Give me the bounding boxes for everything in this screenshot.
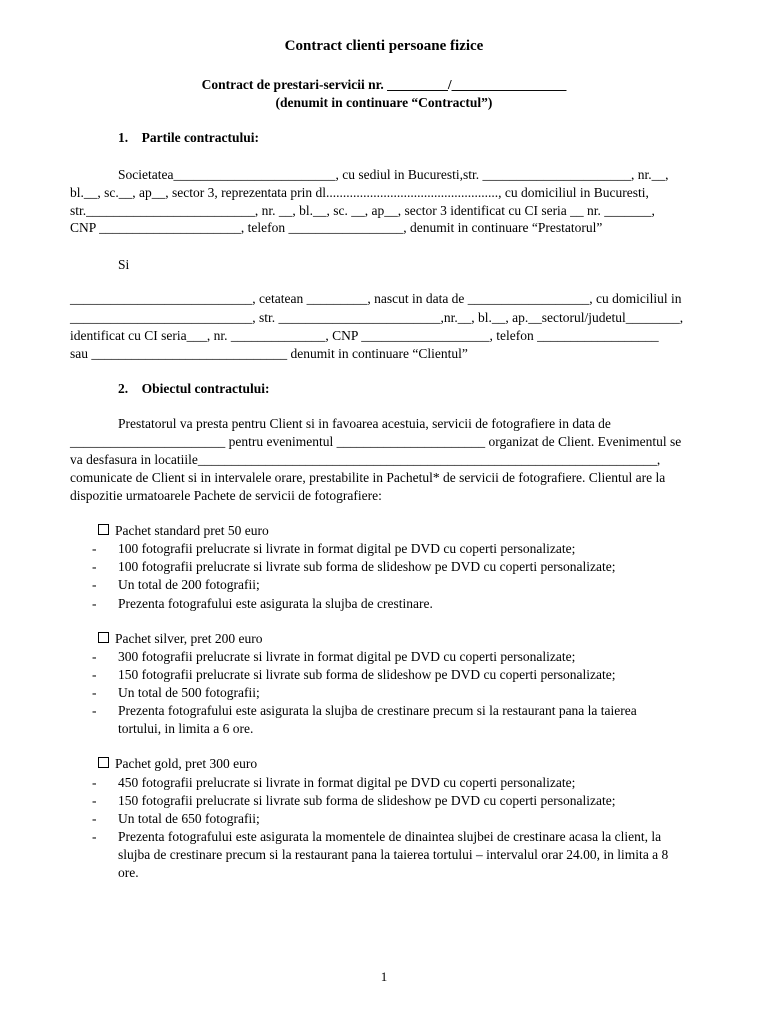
contract-number-line: Contract de prestari-servicii nr. _________/_________________ <box>201 77 567 92</box>
si-conjunction: Si <box>118 257 130 272</box>
dash-bullet: - <box>92 703 97 718</box>
dash-bullet: - <box>92 596 97 611</box>
dash-bullet: - <box>92 577 97 592</box>
package-item: Prezenta fotografului este asigurata la slujba de crestinare precum si la restaurant pana la taierea <box>118 703 637 718</box>
package-item: 150 fotografii prelucrate si livrate sub forma de slideshow pe DVD cu coperti personalizate; <box>118 793 616 808</box>
document-title: Contract clienti persoane fizice <box>284 38 484 54</box>
package-item: 100 fotografii prelucrate si livrate in format digital pe DVD cu coperti personalizate; <box>118 541 576 556</box>
dash-bullet: - <box>92 541 97 556</box>
party1-line: bl.__, sc.__, ap__, sector 3, reprezentata prin dl..................................................., cu domiciliul in Bucuresti, <box>70 185 649 200</box>
package-item: 100 fotografii prelucrate si livrate sub forma de slideshow pe DVD cu coperti personalizate; <box>118 559 616 574</box>
checkbox-icon[interactable] <box>98 524 109 535</box>
dash-bullet: - <box>92 829 97 844</box>
package-silver-option[interactable] <box>98 631 263 647</box>
dash-bullet: - <box>92 559 97 574</box>
package-item: Prezenta fotografului este asigurata la momentele de dinaintea slujbei de crestinare acasa la client, la <box>118 829 662 844</box>
package-item-continued: ore. <box>118 865 139 880</box>
party1-line: str._________________________, nr. __, bl.__, sc. __, ap__, sector 3 identificat cu CI seria __ nr. _______, <box>70 203 655 218</box>
checkbox-icon[interactable] <box>98 632 109 643</box>
party2-line: ___________________________, str. ________________________,nr.__, bl.__, ap.__sectorul/judetul________, <box>70 310 684 325</box>
section-heading-parties: 1. Partile contractului: <box>118 130 259 145</box>
dash-bullet: - <box>92 649 97 664</box>
package-item: 300 fotografii prelucrate si livrate in format digital pe DVD cu coperti personalizate; <box>118 649 576 664</box>
dash-bullet: - <box>92 775 97 790</box>
package-item: 150 fotografii prelucrate si livrate sub forma de slideshow pe DVD cu coperti personalizate; <box>118 667 616 682</box>
object-line: _______________________ pentru evenimentul ______________________ organizat de Client. Evenimentul se <box>70 434 682 449</box>
party2-line: identificat cu CI seria___, nr. ______________, CNP ___________________, telefon __________________ <box>70 328 659 343</box>
package-item: Prezenta fotografului este asigurata la slujba de crestinare. <box>118 596 433 611</box>
object-line: comunicate de Client si in intervalele orare, prestabilite in Pachetul* de servicii de fotografiere. Clientul are la <box>70 470 666 485</box>
party1-line: Societatea________________________, cu sediul in Bucuresti,str. ______________________, nr.__, <box>118 167 669 182</box>
dash-bullet: - <box>92 793 97 808</box>
section-heading-object: 2. Obiectul contractului: <box>118 381 270 396</box>
dash-bullet: - <box>92 811 97 826</box>
object-line: Prestatorul va presta pentru Client si in favoarea acestuia, servicii de fotografiere in data de <box>118 416 611 431</box>
party2-line: ___________________________, cetatean _________, nascut in data de __________________, cu domiciliul in <box>70 291 682 306</box>
package-item: 450 fotografii prelucrate si livrate in format digital pe DVD cu coperti personalizate; <box>118 775 576 790</box>
package-title: Pachet standard pret 50 euro <box>115 523 269 538</box>
package-item: Un total de 200 fotografii; <box>118 577 260 592</box>
package-item-continued: slujba de crestinare precum si la restaurant pana la taierea tortului – intervalul orar 24.00, in limita a 8 <box>118 847 669 862</box>
package-standard-option[interactable] <box>98 523 269 539</box>
object-line: va desfasura in locatiile____________________________________________________________________, <box>70 452 661 467</box>
checkbox-icon[interactable] <box>98 757 109 768</box>
page-number: 1 <box>380 969 388 984</box>
package-item-continued: tortului, in limita a 6 ore. <box>118 721 254 736</box>
package-gold-option[interactable] <box>98 756 257 772</box>
package-item: Un total de 650 fotografii; <box>118 811 260 826</box>
package-item: Un total de 500 fotografii; <box>118 685 260 700</box>
contract-alias-line: (denumit in continuare “Contractul”) <box>275 95 493 110</box>
dash-bullet: - <box>92 685 97 700</box>
dash-bullet: - <box>92 667 97 682</box>
party2-line: sau _____________________________ denumit in continuare “Clientul” <box>70 346 468 361</box>
party1-line: CNP _____________________, telefon _________________, denumit in continuare “Prestatorul” <box>70 220 603 235</box>
object-line: dispozitie urmatoarele Pachete de servicii de fotografiere: <box>70 488 382 503</box>
package-title: Pachet silver, pret 200 euro <box>115 631 263 646</box>
package-title: Pachet gold, pret 300 euro <box>115 756 258 771</box>
